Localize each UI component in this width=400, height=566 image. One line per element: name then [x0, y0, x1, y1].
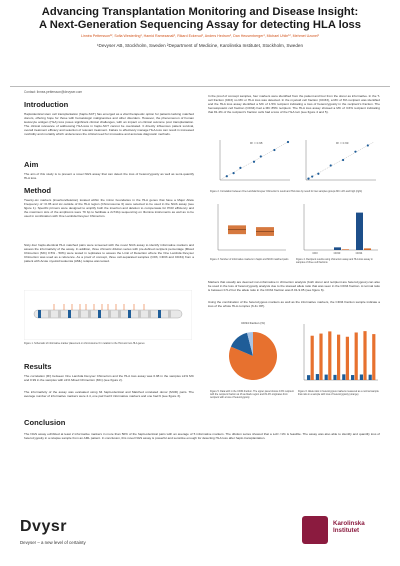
bar [364, 248, 371, 250]
x-tick-label: CD3 [312, 252, 318, 255]
chromosome-band [48, 310, 51, 318]
chromosome-band [58, 310, 61, 318]
chromosome-band [158, 310, 161, 318]
results-right-text-3: Using the combination of the heterozygous markers as well as the informative markers, the CD34 fraction sample indicate a loss of the whole HLA complex (6.4x OP). [208, 300, 380, 309]
scatter-point [317, 173, 319, 175]
aim-heading: Aim [24, 160, 39, 169]
figure-3-caption: Figure 3. Number of informative markers in haplo and MUD matched pairs [210, 258, 289, 261]
bar [342, 249, 349, 250]
figure-5-title: CD34 fraction (%) [241, 321, 265, 325]
poster-title [0, 6, 400, 32]
figure-5-pie-chart [210, 318, 296, 388]
figure-6-allele-ratio [298, 318, 380, 388]
scatter-point [239, 167, 241, 169]
karolinska-line-1: Karolinska [333, 520, 365, 527]
scatter-point [233, 172, 235, 174]
bar [342, 374, 345, 380]
scatter-point [260, 155, 262, 157]
bar [369, 375, 372, 380]
bar [311, 336, 314, 380]
bar [372, 334, 375, 380]
bar [363, 331, 366, 380]
chromosome-band [138, 310, 141, 318]
karolinska-line-2: Institutet [333, 527, 360, 534]
conclusion-heading: Conclusion [24, 418, 66, 427]
scatter-point [253, 161, 255, 163]
scatter-point [307, 178, 309, 180]
bar [328, 331, 331, 380]
results-right-text-2: Markers that usually are deemed non-informative in chimerism analysis (both donor and recipient are heterozygous) can also be used in the loss of heterozygosity analysis due to the skewed allele ratio that was seen in the CD34 fraction. A normal ratio is between 0.5-2 but the allele ratio in the CD34 fraction was 8.01-9.05 (see figure 6). [208, 280, 380, 293]
devyser-logo: Dvysr [20, 518, 67, 535]
scatter-point [367, 144, 369, 146]
chromosome-band [128, 310, 131, 318]
bar [333, 375, 336, 380]
scatter-point [330, 164, 332, 166]
method-text-1: Twenty-six markers (insertion/deletion) located within the intron boundaries in the HLA genes that have a Major Allele Frequency of >0.35 and six outside of the HLA region (Chromosome 6) were selected to be used in the NGS assay (see figure 1). Specific primers were designed to amplify both the insertion and deletion to compensate for PCR efficiency and the maximum size of the amplicons were 79 bp to facilitate a 2x74bp sequencing on Illumina instruments as well as to be used in combination with One Lambda Devyser Chimerism. [24, 198, 194, 219]
trend-line [306, 142, 374, 180]
figure-2b-r2-label: R² = 0.99 [336, 141, 349, 145]
introduction-text: Haploidentical stem cell transplantation (haplo-SCT) has emerged as a vital therapeutic option for patients lacking matched donors, offering hope for those with hematologic malignancies and other disorders. However, the phenomenon of human leukocyte antigen (HLA) loss poses significant clinical challenges, with an impact on clinical outcome post transplantation. The clinical relevance of addressing HLA-loss in haplo-SCT cannot be overstated. It directly influences patient survival, overall treatment efficacy and selection of relevant treatment. Failure to effectively manage HLA-loss can result in increased morbidity and mortality which underscores the critical need for innovative and accurate diagnostic methods. [24, 112, 194, 137]
figure-1-chromosome-schematic [24, 290, 192, 340]
scatter-point [342, 159, 344, 161]
chromosome-band [38, 310, 41, 318]
method-heading: Method [24, 186, 51, 195]
results-text-1: The correlation (R²) between One Lambda Devyser Chimerism and the HLA loss assay was 0.98 in the samples ≤1% MC and 0.99 in the samples with ≥1% Mixed Chimerism (MC) (see figure 2). [24, 374, 194, 383]
x-tick-label: CD34 [355, 252, 363, 255]
aim-text: The aim of this study is to present a novel NGS assay that can detect the loss of heterozygosity as well as semi-quantify HLA loss. [24, 172, 194, 181]
figure-2-correlation-plots [210, 136, 380, 188]
chromosome-band [88, 310, 91, 318]
scatter-point [226, 175, 228, 177]
header-divider [10, 86, 390, 87]
chromosome-band [148, 310, 151, 318]
figure-6-caption: Figure 6. Allele ratio in heterozygous markers measured as a normal sample that ratio in a sample with loss of heterozygosity (orange) [298, 390, 379, 396]
figure-2-caption: Figure 2. Correlation between One Lambda Devyser Chimerism's result and HLA loss by result for two samples groups MC ≥1% and high (right) [210, 190, 363, 193]
title-line-2: A Next-Generation Sequencing Assay for detecting HLA loss [38, 19, 361, 31]
figure-1-caption: Figure 1. Schematic of informative marker placement on chromosome 6 in relation to the HLA and non-HLA genes [24, 342, 145, 345]
chromosome-band [118, 310, 121, 318]
bar [360, 374, 363, 380]
bar [325, 375, 328, 380]
conclusion-text: The NGS assay exhibited at least 2 informative markers in more than 50% of the haplo-identical pairs with an average of 5 informative markers. The dilution series showed that a LoD <1% is feasible. The assay was also able to identify and quantify loss of heterozygosity in a relapse sample from an AML patient. In conclusion, this novel NGS assay is powerful and sensitive enough for detecting HLA loss after haplo transplantation. [24, 432, 380, 441]
karolinska-name [333, 520, 365, 534]
bar [316, 374, 319, 380]
contact: Contact: linnea.pettersson@devyser.com [24, 90, 83, 94]
bar [307, 375, 310, 380]
figure-2a-r2-label: R² = 0.98 [250, 141, 263, 145]
figure-3-box-plot [210, 200, 290, 256]
bar [355, 332, 358, 380]
karolinska-logo-icon [302, 516, 328, 544]
scatter-point [311, 175, 313, 177]
devyser-tagline: Devyser – a new level of certainty [20, 540, 86, 545]
affiliations: ¹Devyser AB, Stockholm, Sweden ²Department of Medicine, Karolinska Institutet, Stockholm, Sweden [96, 43, 304, 48]
chromosome-band [68, 310, 71, 318]
method-text-2: Sixty-four haplo-identical HLA matched pairs were screened with the novel NGS assay to identify informative markers and assess the informativity of the assay. In addition, three chimeric dilution series with pre-defined recipient percentage (Mixed Chimerism (MC) 0.5% - 50%) were tested in replicates to assess the Limit of Detection where the One Lambda Devyser Chimerism was used as a reference. As a proof of concept, three cell-separated samples (CD3, CD33 and CD34) from a patient with Acute myeloid leukemia (AML) relapse was tested. [24, 243, 194, 264]
chromosome-band [98, 310, 101, 318]
bar [351, 375, 354, 380]
chromosome-band [108, 310, 111, 318]
scatter-point [287, 141, 289, 143]
figure-4-caption: Figure 4. Recipient results using chimerism assay and HLA loss assay in samples of three cell fractions [296, 258, 373, 264]
bar [337, 335, 340, 380]
bar [319, 334, 322, 380]
figure-4-bar-chart [296, 200, 380, 256]
authors: Linnéa Pettersson¹², Sofia Westerling¹, Hamid Ramezanali¹, Rikard Eckerud¹, Anders Hedrum¹, Dan Heusenberger¹, Michael Uhlin¹², Mehmet Uzunel¹ [80, 34, 319, 38]
bar [346, 337, 349, 380]
scatter-point [273, 149, 275, 151]
introduction-heading: Introduction [24, 100, 69, 109]
results-heading: Results [24, 362, 52, 371]
title-line-1: Advancing Transplantation Monitoring and Disease Insight: [41, 6, 359, 18]
bar [334, 247, 341, 250]
figure-5-caption: Figure 5. Data with in the CD34 fraction. The upper panel shows 4.6% recipient with the recipient fraction at 16 as black region and 81.4% originates from recipient with a loss of heterozygosity [210, 390, 294, 399]
scatter-point [354, 151, 356, 153]
chromosome-band [168, 310, 171, 318]
results-text-2: The informativity of the assay was evaluated using 64 haplo-identical and Matched unrelated donor (MUD) pairs. The average number of informative markers were 4.4, one pair had 0 informative markers and one had 9 (see figure 3). [24, 390, 194, 399]
chromosome-band [78, 310, 81, 318]
bar [356, 213, 363, 250]
x-tick-label: CD33 [333, 252, 341, 255]
results-right-text-1: In the proof of concept samples, four markers were identified from the patient and four from the donor as informative. In the T-cell fraction (CD3) no MC or HLA loss was detected. In the myeloid cell fraction (CD33), a MC of 6% recipient was identified and the HLA loss assay identified a MC of 1.5% recipient indicating a loss of heterozygosity in the recipient's fraction. The hematopoietic cell fraction (CD34) had a MC 85% recipient. The HLA loss assay showed a MC of 3.6% recipient indicating that 81.4% of the recipient's fraction cells had a loss of the HLA loci (see figure 4 and 5). [208, 94, 380, 115]
